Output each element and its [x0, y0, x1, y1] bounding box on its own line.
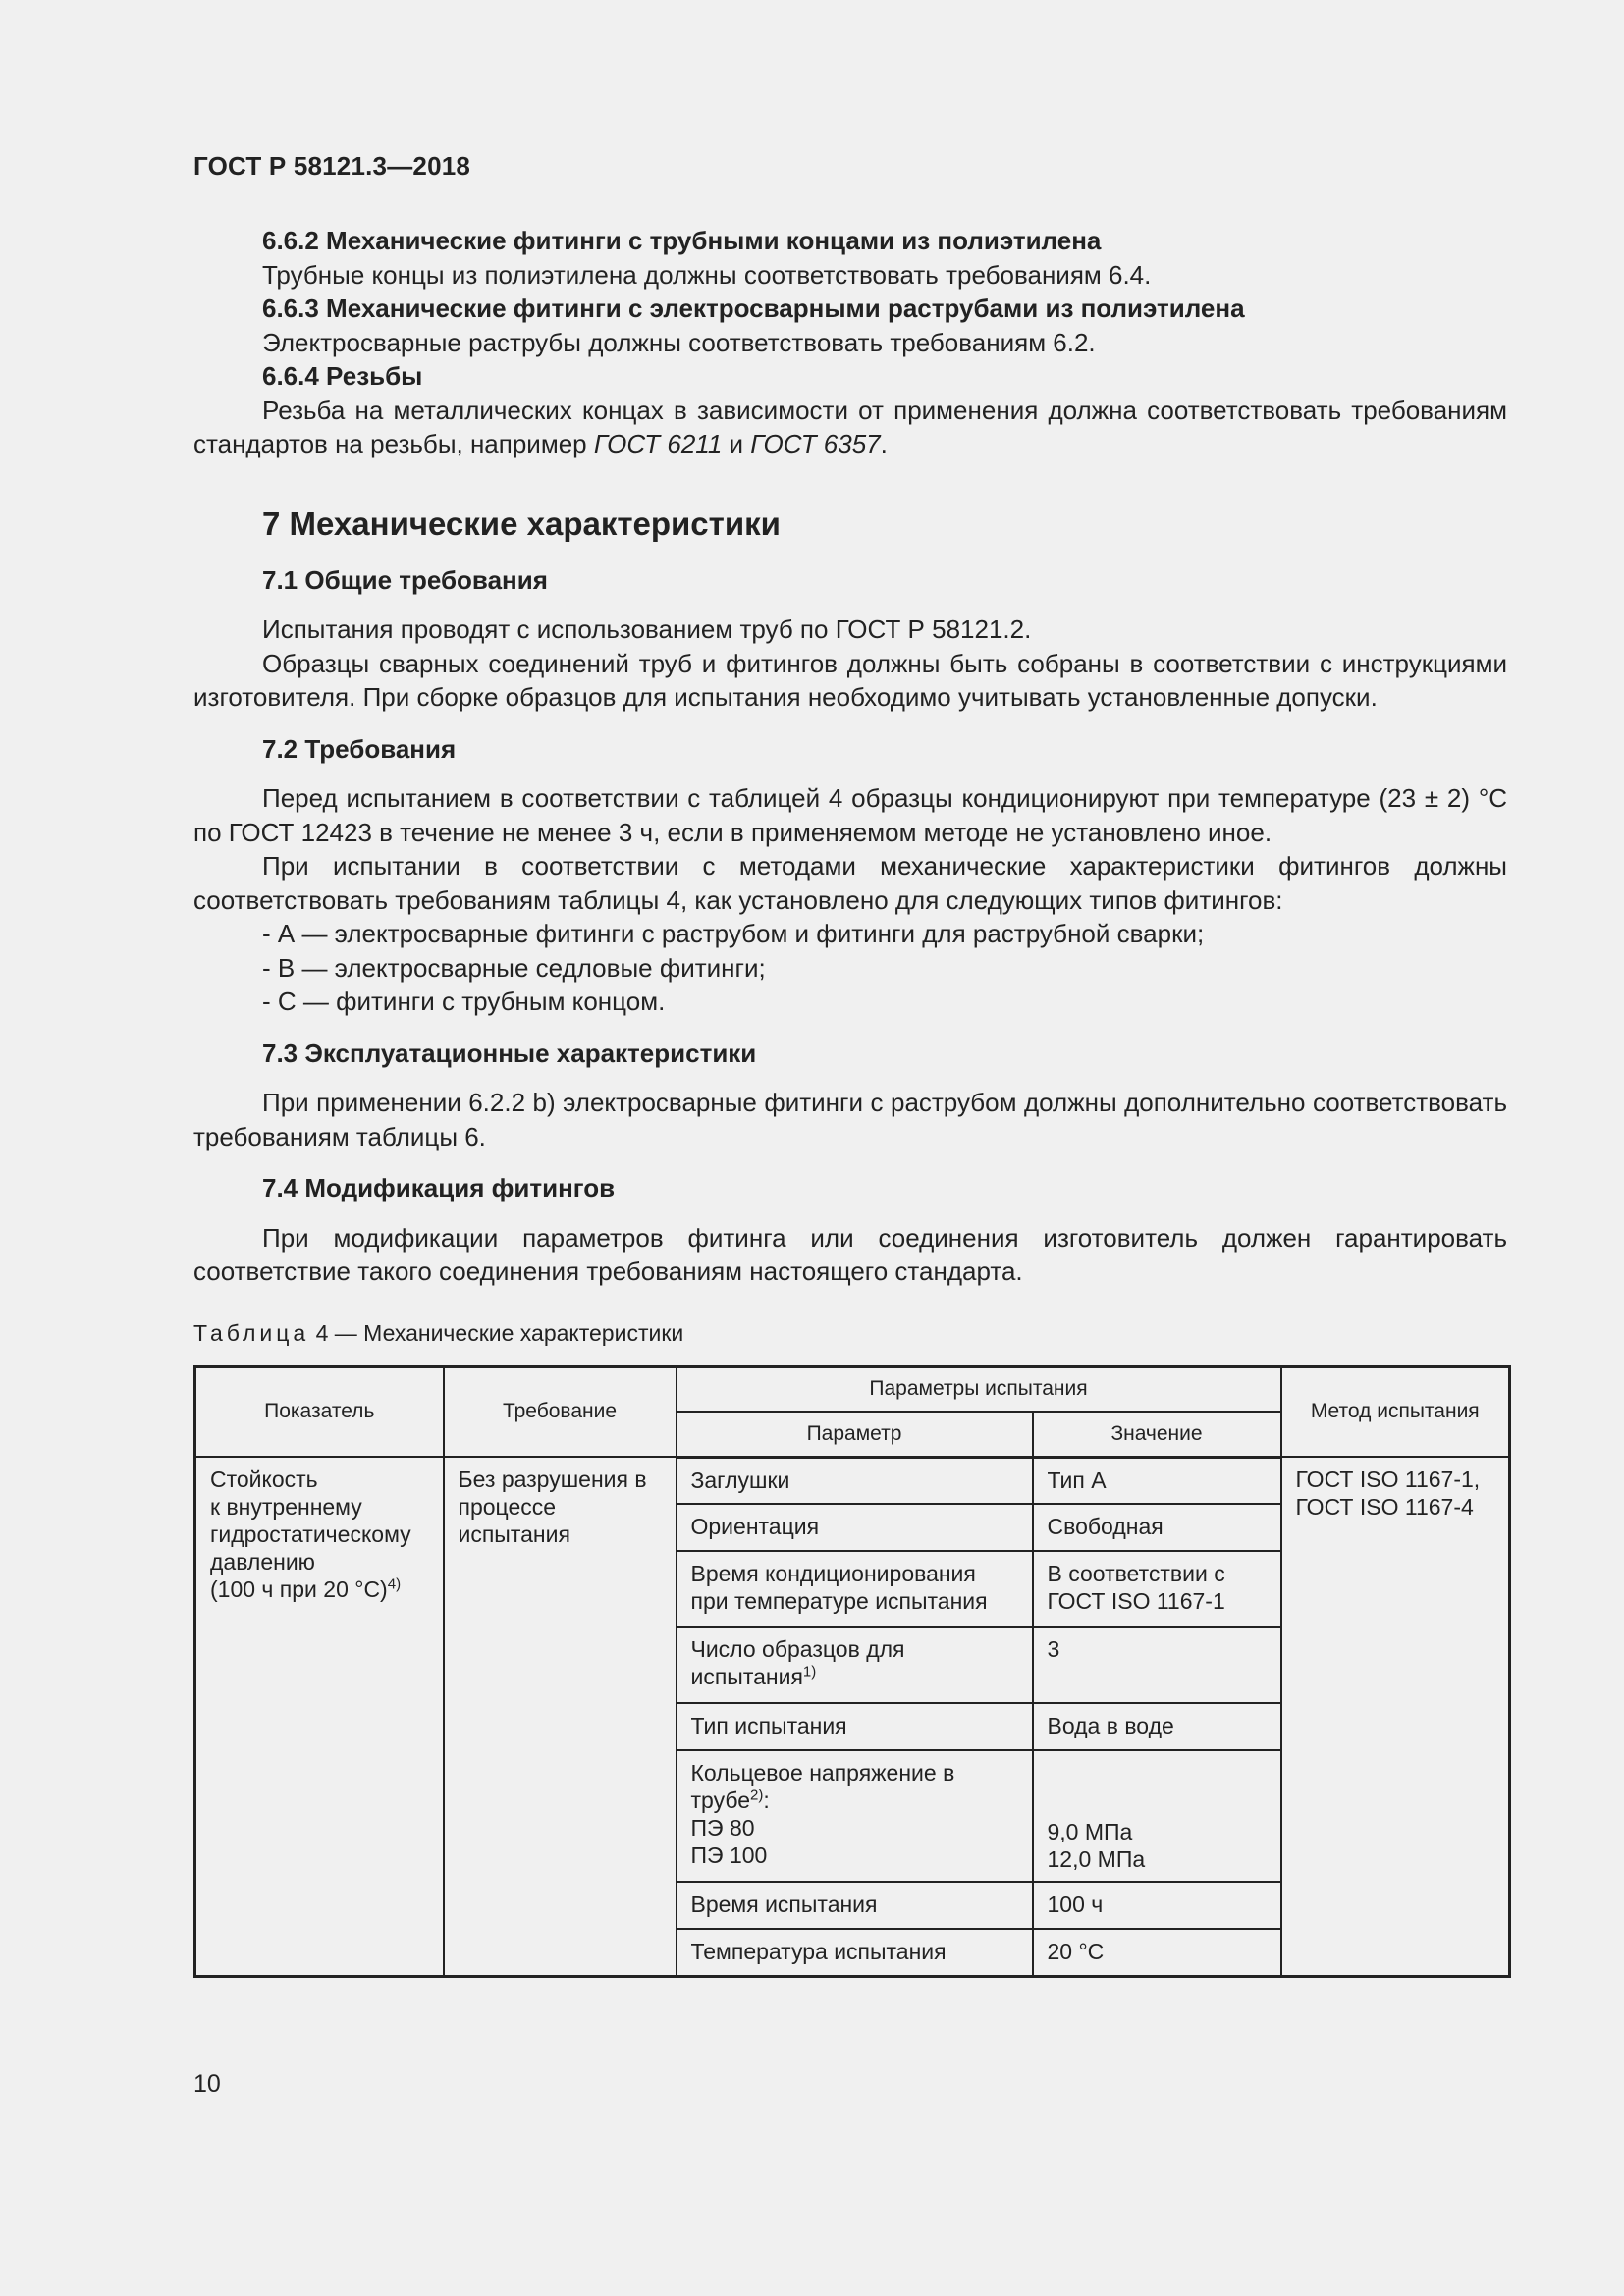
header-indicator: Показатель [195, 1366, 444, 1457]
header-requirement: Требование [444, 1366, 677, 1457]
clause-6-6-4-title: 6.6.4 Резьбы [262, 361, 423, 391]
value-cell: 20 °С [1033, 1929, 1281, 1976]
param-cell: Тип испытания [677, 1703, 1033, 1750]
indicator-cell [195, 1457, 444, 1976]
sub-param-value: 12,0 МПа [1047, 1846, 1146, 1872]
indicator-line: к внутреннему [210, 1494, 362, 1520]
list-item: - А — электросварные фитинги с раструбом и фитинги для раструбной сварки; [262, 919, 1205, 948]
clause-6-6-4-text [193, 394, 1507, 461]
value-cell: 3 [1033, 1627, 1281, 1703]
clause-7-2-title: 7.2 Требования [262, 733, 457, 764]
clause-6-6-4-text-b: и [722, 429, 751, 458]
clause-7-1-title: 7.1 Общие требования [262, 564, 548, 595]
list-item: - С — фитинги с трубным концом. [262, 987, 666, 1016]
method-cell [1281, 1457, 1510, 1976]
clause-6-6-3-title: 6.6.3 Механические фитинги с электросварными раструбами из полиэтилена [262, 294, 1245, 323]
indicator-line: гидростатическому [210, 1522, 411, 1547]
clause-6-6-3-text: Электросварные раструбы должны соответствовать требованиям 6.2. [262, 327, 1096, 357]
table-caption-label: Таблица [193, 1319, 310, 1346]
param-cell: Время испытания [677, 1882, 1033, 1929]
param-suffix: : [763, 1788, 770, 1813]
page-number: 10 [193, 2070, 221, 2098]
clause-6-6-2-title: 6.6.2 Механические фитинги с трубными концами из полиэтилена [262, 226, 1102, 255]
value-cell: Вода в воде [1033, 1703, 1281, 1750]
clause-7-1-p1: Испытания проводят с использованием труб по ГОСТ Р 58121.2. [262, 614, 1032, 644]
clause-7-1-p2: Образцы сварных соединений труб и фитингов должны быть собраны в соответствии с инструкциями изготовителя. При сборке образцов для испытания необходимо учитывать установленные допуски. [193, 648, 1507, 712]
indicator-line: давлению [210, 1549, 315, 1575]
param-cell: Ориентация [677, 1504, 1033, 1551]
footnote-ref: 4) [387, 1575, 402, 1593]
page-header: ГОСТ Р 58121.3—2018 [193, 151, 471, 181]
clause-7-4-title: 7.4 Модификация фитингов [262, 1173, 616, 1202]
section-7-title: 7 Механические характеристики [262, 505, 781, 542]
value-cell: В соответствии с ГОСТ ISO 1167-1 [1033, 1551, 1281, 1627]
document-body [193, 224, 1507, 1978]
clause-7-2-p2: При испытании в соответствии с методами механические характеристики фитингов должны соответствовать требованиям таблицы 4, как установлено для следующих типов фитингов: [193, 851, 1507, 915]
list-item: - В — электросварные седловые фитинги; [262, 952, 766, 983]
footnote-ref: 1) [802, 1663, 817, 1681]
param-text: Кольцевое напряжение в трубе [690, 1760, 955, 1813]
param-cell: Заглушки [677, 1457, 1033, 1504]
sub-param-label: ПЭ 80 [690, 1815, 755, 1841]
param-cell: Время кондиционирования при температуре испытания [677, 1551, 1033, 1627]
indicator-line: Стойкость [210, 1467, 318, 1492]
header-method: Метод испытания [1281, 1366, 1510, 1457]
footnote-ref: 2) [750, 1787, 764, 1804]
param-cell [677, 1750, 1033, 1882]
table-4 [193, 1365, 1511, 1978]
header-value: Значение [1033, 1412, 1281, 1457]
clause-6-6-2-text: Трубные концы из полиэтилена должны соответствовать требованиям 6.4. [262, 259, 1152, 290]
method-line: ГОСТ ISO 1167-4 [1295, 1494, 1474, 1520]
header-test-params: Параметры испытания [677, 1366, 1281, 1412]
param-cell [677, 1627, 1033, 1703]
param-cell: Температура испытания [677, 1929, 1033, 1976]
value-cell: Тип А [1033, 1457, 1281, 1504]
clause-7-2-p1: Перед испытанием в соответствии с таблицей 4 образцы кондиционируют при температуре (23 ± 2) °С по ГОСТ 12423 в течение не менее 3 ч, если в применяемом методе не установлено иное. [193, 783, 1507, 847]
method-line: ГОСТ ISO 1167-1, [1295, 1467, 1481, 1492]
requirement-cell: Без разрушения в процессе испытания [444, 1457, 677, 1976]
table-4-caption [193, 1318, 1507, 1348]
value-cell: Свободная [1033, 1504, 1281, 1551]
ref-gost-6357: ГОСТ 6357 [750, 429, 881, 458]
table-row [195, 1457, 1510, 1504]
sub-param-value: 9,0 МПа [1047, 1819, 1133, 1844]
clause-7-3-p1: При применении 6.2.2 b) электросварные фитинги с раструбом должны дополнительно соответствовать требованиям таблицы 6. [193, 1088, 1507, 1151]
indicator-line-text: (100 ч при 20 °С) [210, 1576, 388, 1602]
indicator-line-5 [210, 1575, 429, 1603]
clause-7-4-p1: При модификации параметров фитинга или соединения изготовитель должен гарантировать соответствие такого соединения требованиям настоящего стандарта. [193, 1222, 1507, 1286]
clause-7-3-title: 7.3 Эксплуатационные характеристики [262, 1038, 757, 1068]
ref-gost-6211: ГОСТ 6211 [593, 429, 723, 458]
value-cell: 100 ч [1033, 1882, 1281, 1929]
clause-6-6-4-text-c: . [880, 429, 888, 458]
sub-param-label: ПЭ 100 [690, 1842, 768, 1868]
param-text: Число образцов для испытания [690, 1636, 905, 1689]
table-caption-text: 4 — Механические характеристики [309, 1319, 684, 1346]
value-cell [1033, 1750, 1281, 1882]
clause-6-6-4-text-a: Резьба на металлических концах в зависимости от применения должна соответствовать требованиям стандартов на резьбы, например [193, 395, 1507, 458]
header-parameter: Параметр [677, 1412, 1033, 1457]
